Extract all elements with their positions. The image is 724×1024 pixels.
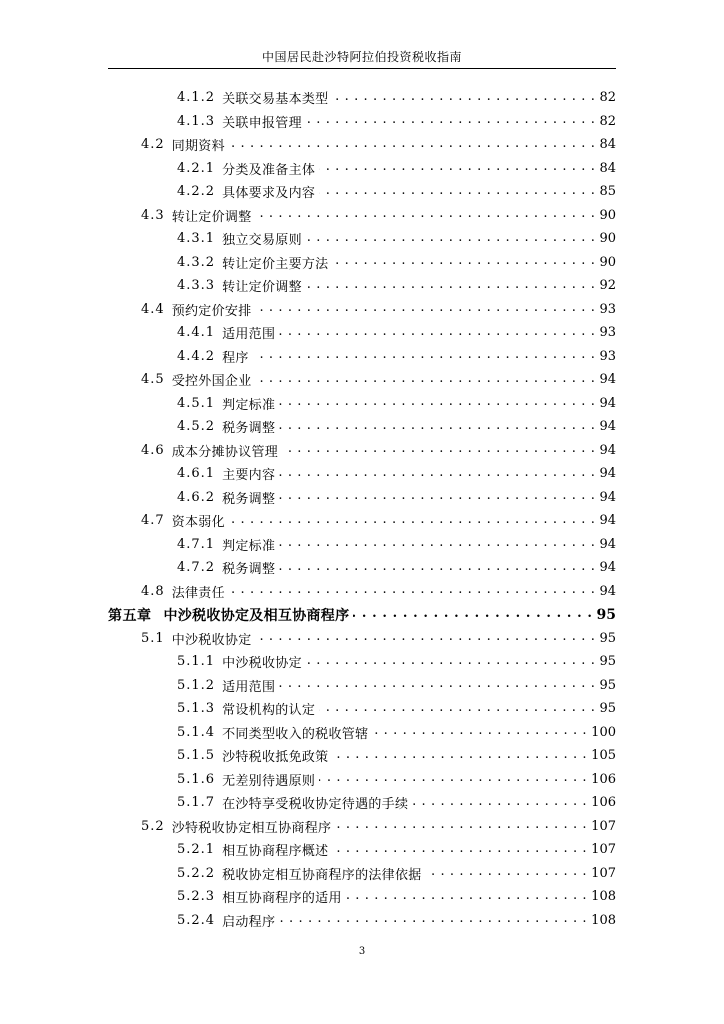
toc-entry-number: 4.4 [141, 301, 165, 317]
toc-entry-number: 4.4.2 [177, 348, 216, 364]
toc-entry-number: 4.5.2 [177, 419, 216, 435]
header-rule [108, 68, 616, 69]
toc-entry[interactable] [108, 251, 616, 275]
toc-entry-title: 资本弱化 [171, 515, 225, 531]
toc-dot-leader [229, 513, 596, 529]
toc-entry[interactable] [108, 697, 616, 721]
toc-entry[interactable] [108, 744, 616, 768]
toc-dot-leader [319, 184, 595, 200]
toc-dot-leader [319, 160, 595, 176]
toc-dot-leader [279, 489, 595, 505]
toc-entry[interactable] [108, 721, 616, 745]
toc-dot-leader [306, 113, 596, 129]
toc-dot-leader [279, 325, 595, 341]
toc-entry-page: 93 [599, 348, 616, 364]
toc-dot-leader [306, 654, 596, 670]
toc-entry-page: 94 [599, 583, 616, 599]
toc-entry-title: 中沙税收协定 [171, 632, 252, 648]
toc-entry[interactable] [108, 392, 616, 416]
toc-entry-title: 转让定价调整 [171, 209, 252, 225]
toc-entry[interactable] [108, 862, 616, 886]
toc-entry-page: 94 [599, 372, 616, 388]
toc-entry-page: 106 [591, 795, 616, 811]
toc-entry[interactable] [108, 509, 616, 533]
toc-entry-number: 5.1.6 [177, 771, 216, 787]
toc-entry-number: 4.2 [141, 137, 165, 153]
toc-entry[interactable] [108, 791, 616, 815]
toc-dot-leader [332, 748, 587, 764]
toc-entry[interactable] [108, 486, 616, 510]
toc-entry-number: 4.6.1 [177, 466, 216, 482]
toc-entry-page: 94 [599, 489, 616, 505]
toc-entry-number: 4.4.1 [177, 325, 216, 341]
toc-entry-title: 税收协定相互协商程序的法律依据 [222, 867, 422, 883]
toc-entry-number: 4.7.1 [177, 536, 216, 552]
toc-entry-number: 5.1.3 [177, 701, 216, 717]
toc-entry-title: 适用范围 [222, 679, 276, 695]
toc-entry-title: 主要内容 [222, 468, 276, 484]
toc-dot-leader [412, 795, 587, 811]
toc-entry[interactable] [108, 580, 616, 604]
toc-entry-page: 90 [599, 254, 616, 270]
toc-entry-title: 税务调整 [222, 562, 276, 578]
toc-entry-page: 105 [591, 748, 616, 764]
toc-dot-leader [282, 442, 595, 458]
toc-entry-page: 94 [599, 513, 616, 529]
toc-entry-title: 独立交易原则 [222, 233, 302, 249]
toc-dot-leader [335, 818, 587, 834]
toc-entry[interactable] [108, 298, 616, 322]
toc-entry-page: 93 [599, 301, 616, 317]
toc-dot-leader [319, 701, 595, 717]
toc-entry-page: 95 [599, 630, 616, 646]
toc-dot-leader [229, 137, 596, 153]
toc-entry-page: 82 [599, 90, 616, 106]
toc-dot-leader [229, 583, 596, 599]
toc-entry[interactable] [108, 838, 616, 862]
toc-dot-leader [306, 231, 596, 247]
toc-entry-title: 沙特税收协定相互协商程序 [171, 820, 332, 836]
toc-entry-number: 4.3 [141, 207, 165, 223]
toc-dot-leader [332, 842, 587, 858]
toc-entry-title: 成本分摊协议管理 [171, 444, 279, 460]
toc-entry-page: 94 [599, 395, 616, 411]
toc-entry[interactable] [108, 533, 616, 557]
toc-entry[interactable] [108, 274, 616, 298]
toc-entry-number: 5.2.1 [177, 842, 216, 858]
toc-dot-leader [253, 348, 596, 364]
page-number: 3 [358, 946, 366, 957]
toc-entry-title: 程序 [222, 350, 249, 366]
toc-entry-page: 107 [591, 865, 616, 881]
toc-dot-leader [353, 607, 592, 623]
toc-dot-leader [279, 419, 595, 435]
toc-entry[interactable] [108, 157, 616, 181]
toc-entry-title: 不同类型收入的税收管辖 [222, 726, 369, 742]
toc-entry-number: 5.2.4 [177, 912, 216, 928]
toc-entry-number: 5.1.1 [177, 654, 216, 670]
toc-entry-title: 在沙特享受税收协定待遇的手续 [222, 797, 409, 813]
toc-dot-leader [279, 912, 587, 928]
toc-entry-page: 107 [591, 818, 616, 834]
toc-dot-leader [319, 771, 587, 787]
toc-entry-title: 中沙税收协定及相互协商程序 [163, 607, 350, 624]
toc-entry-number: 5.2.2 [177, 865, 216, 881]
toc-entry-page: 90 [599, 207, 616, 223]
toc-entry-title: 转让定价主要方法 [222, 256, 329, 272]
toc-entry-number: 4.1.2 [177, 90, 216, 106]
toc-entry-page: 107 [591, 842, 616, 858]
toc-entry-page: 90 [599, 231, 616, 247]
toc-entry-title: 受控外国企业 [171, 374, 252, 390]
running-header: 中国居民赴沙特阿拉伯投资税收指南 [261, 50, 462, 64]
toc-entry-page: 85 [599, 184, 616, 200]
toc-entry-title: 判定标准 [222, 397, 276, 413]
toc-entry-title: 关联交易基本类型 [222, 92, 329, 108]
toc-entry-number: 5.1.5 [177, 748, 216, 764]
toc-entry[interactable] [108, 627, 616, 651]
table-of-contents [108, 86, 616, 932]
toc-entry-page: 108 [591, 912, 616, 928]
toc-entry-number: 5.2.3 [177, 889, 216, 905]
toc-entry[interactable] [108, 556, 616, 580]
toc-entry-title: 税务调整 [222, 421, 276, 437]
toc-entry-title: 转让定价调整 [222, 280, 302, 296]
toc-chapter-entry[interactable] [108, 603, 616, 627]
toc-entry-page: 82 [599, 113, 616, 129]
toc-entry[interactable] [108, 133, 616, 157]
toc-dot-leader [372, 724, 587, 740]
toc-entry-number: 4.6.2 [177, 489, 216, 505]
toc-dot-leader [279, 466, 595, 482]
toc-entry[interactable] [108, 768, 616, 792]
toc-entry[interactable] [108, 815, 616, 839]
toc-entry-number: 4.3.2 [177, 254, 216, 270]
toc-entry-number: 4.7 [141, 513, 165, 529]
toc-dot-leader [256, 207, 596, 223]
toc-entry[interactable] [108, 180, 616, 204]
toc-entry-title: 同期资料 [171, 139, 225, 155]
toc-entry-number: 4.3.3 [177, 278, 216, 294]
toc-dot-leader [426, 865, 588, 881]
toc-dot-leader [332, 254, 595, 270]
toc-entry-number: 5.1.7 [177, 795, 216, 811]
toc-entry-title: 分类及准备主体 [222, 162, 316, 178]
toc-entry-number: 4.8 [141, 583, 165, 599]
toc-entry-page: 94 [599, 536, 616, 552]
toc-entry[interactable] [108, 674, 616, 698]
toc-entry-page: 106 [591, 771, 616, 787]
toc-entry-title: 无差别待遇原则 [222, 773, 316, 789]
toc-dot-leader [279, 677, 595, 693]
toc-entry[interactable] [108, 368, 616, 392]
toc-entry-number: 4.3.1 [177, 231, 216, 247]
toc-entry[interactable] [108, 110, 616, 134]
toc-entry-number: 第五章 [108, 607, 152, 624]
toc-entry-number: 4.6 [141, 442, 165, 458]
toc-entry-title: 法律责任 [171, 585, 225, 601]
toc-entry-title: 适用范围 [222, 327, 276, 343]
toc-entry-number: 5.1.2 [177, 677, 216, 693]
toc-entry[interactable] [108, 227, 616, 251]
toc-entry-title: 预约定价安排 [171, 303, 252, 319]
toc-entry-page: 84 [599, 137, 616, 153]
toc-entry-page: 94 [599, 466, 616, 482]
toc-entry-title: 启动程序 [222, 914, 276, 930]
toc-dot-leader [332, 90, 595, 106]
toc-entry-page: 95 [599, 677, 616, 693]
toc-entry[interactable] [108, 885, 616, 909]
toc-entry-number: 5.1.4 [177, 724, 216, 740]
toc-entry-page: 93 [599, 325, 616, 341]
toc-entry-number: 4.2.1 [177, 160, 216, 176]
toc-entry-page: 94 [599, 560, 616, 576]
toc-dot-leader [346, 889, 587, 905]
toc-entry-page: 92 [599, 278, 616, 294]
toc-entry-title: 关联申报管理 [222, 115, 302, 131]
toc-entry[interactable] [108, 86, 616, 110]
toc-entry[interactable] [108, 204, 616, 228]
toc-entry-page: 84 [599, 160, 616, 176]
toc-entry-number: 4.5 [141, 372, 165, 388]
toc-entry-number: 4.7.2 [177, 560, 216, 576]
toc-entry-title: 沙特税收抵免政策 [222, 750, 329, 766]
toc-entry-page: 100 [591, 724, 616, 740]
toc-dot-leader [279, 536, 595, 552]
toc-entry[interactable] [108, 345, 616, 369]
toc-entry-title: 相互协商程序的适用 [222, 891, 342, 907]
toc-dot-leader [256, 630, 596, 646]
toc-entry-title: 具体要求及内容 [222, 186, 316, 202]
toc-entry[interactable] [108, 321, 616, 345]
toc-entry-title: 常设机构的认定 [222, 703, 316, 719]
toc-entry-number: 4.1.3 [177, 113, 216, 129]
toc-entry-number: 4.5.1 [177, 395, 216, 411]
toc-entry[interactable] [108, 415, 616, 439]
toc-dot-leader [256, 301, 596, 317]
toc-entry-page: 94 [599, 419, 616, 435]
toc-entry-page: 108 [591, 889, 616, 905]
toc-entry-number: 5.2 [141, 818, 165, 834]
toc-entry[interactable] [108, 439, 616, 463]
toc-entry[interactable] [108, 650, 616, 674]
toc-dot-leader [279, 395, 595, 411]
toc-dot-leader [256, 372, 596, 388]
toc-entry[interactable] [108, 462, 616, 486]
toc-entry-page: 94 [599, 442, 616, 458]
toc-entry-title: 中沙税收协定 [222, 656, 302, 672]
toc-entry-title: 判定标准 [222, 538, 276, 554]
toc-entry-number: 5.1 [141, 630, 165, 646]
toc-entry[interactable] [108, 909, 616, 933]
toc-dot-leader [279, 560, 595, 576]
toc-entry-page: 95 [599, 701, 616, 717]
toc-entry-page: 95 [599, 654, 616, 670]
toc-entry-title: 税务调整 [222, 491, 276, 507]
toc-dot-leader [306, 278, 596, 294]
toc-entry-number: 4.2.2 [177, 184, 216, 200]
toc-entry-page: 95 [596, 606, 616, 623]
toc-entry-title: 相互协商程序概述 [222, 844, 329, 860]
